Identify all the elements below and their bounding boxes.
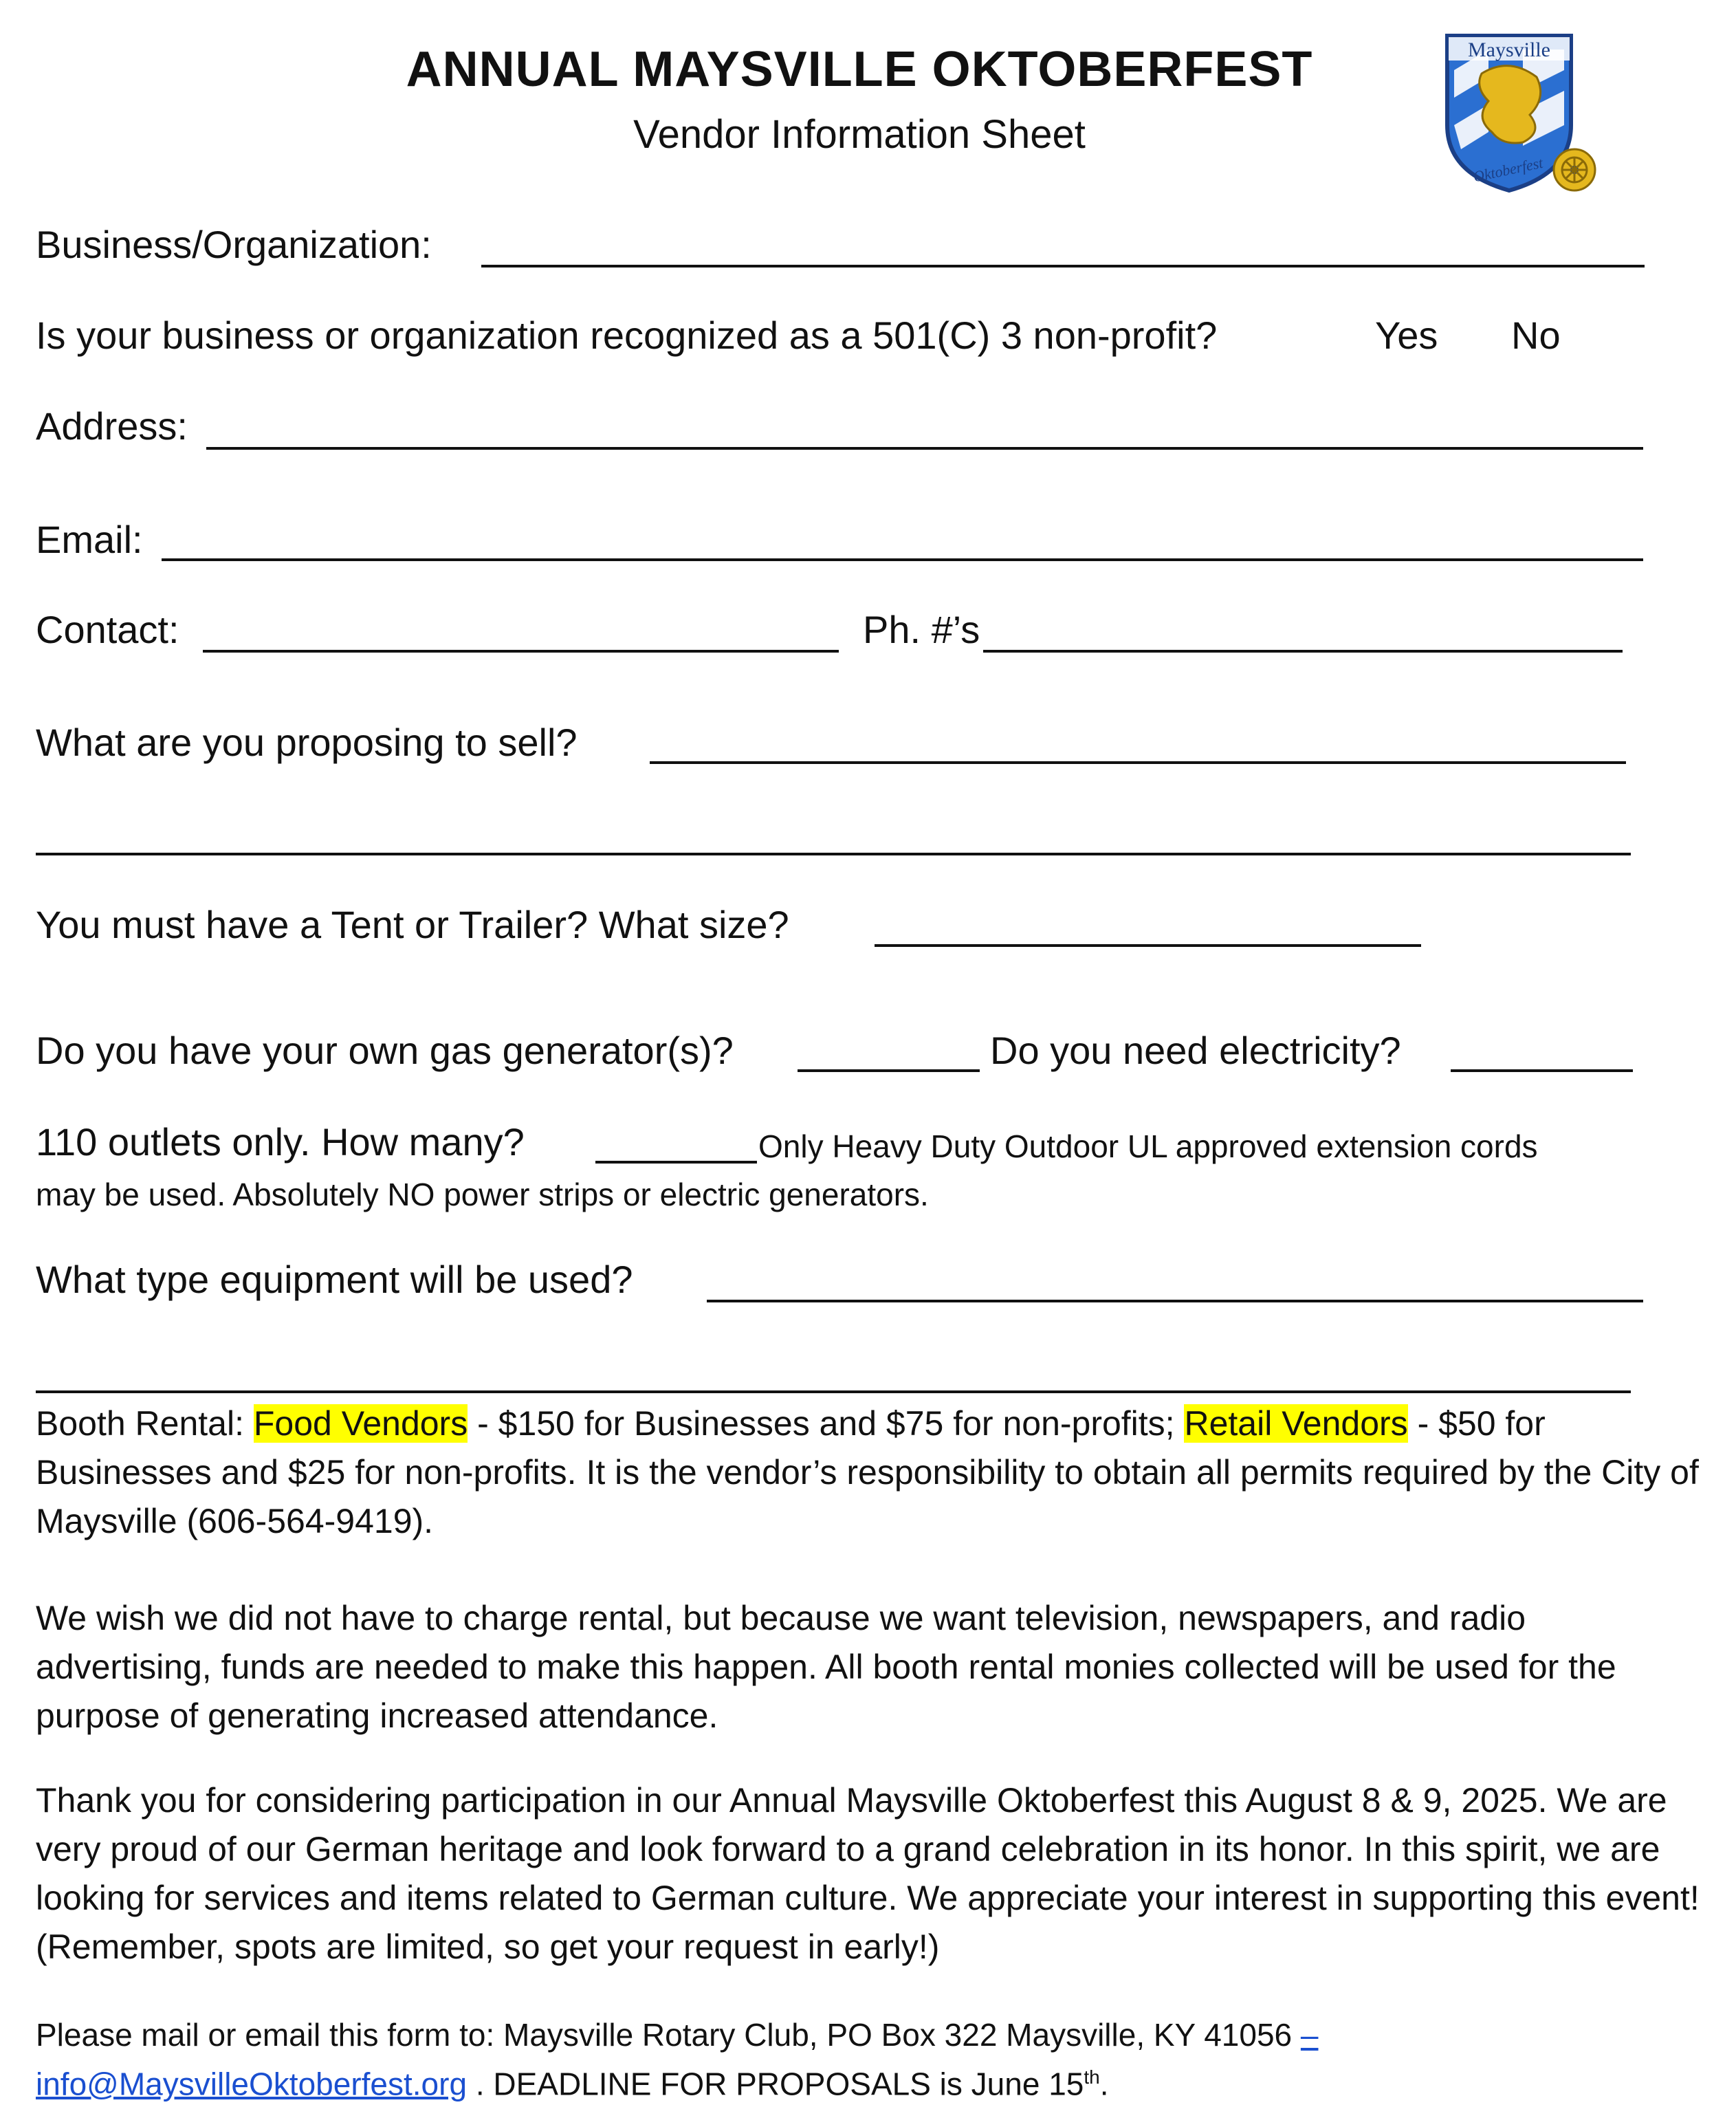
tent-size-line[interactable] xyxy=(875,944,1421,947)
sell-field-label: What are you proposing to sell? xyxy=(36,721,578,764)
outlets-field-line[interactable] xyxy=(595,1161,757,1164)
logo-top-text: Maysville xyxy=(1468,39,1550,61)
phone-field-line[interactable] xyxy=(983,650,1623,653)
page-subtitle: Vendor Information Sheet xyxy=(633,112,1086,157)
electricity-field-label: Do you need electricity? xyxy=(990,1029,1401,1072)
outlets-note-2: may be used. Absolutely NO power strips or electric generators. xyxy=(36,1177,929,1212)
mail-instructions xyxy=(36,2013,1700,2105)
sell-field-line-2[interactable] xyxy=(36,853,1631,855)
dash-link[interactable]: – xyxy=(1300,2017,1319,2053)
nonprofit-no-option[interactable]: No xyxy=(1511,314,1561,357)
maysville-oktoberfest-logo xyxy=(1433,22,1605,201)
retail-vendors-price: - $50 for Businesses and $25 for non-profits. It is the vendor’s responsibility to obtain all permits required by the City of Maysville (606-564-9419). xyxy=(36,1404,1699,1540)
rotary-wheel-icon xyxy=(1554,149,1595,190)
business-field-line[interactable] xyxy=(481,265,1645,268)
nonprofit-question: Is your business or organization recognized as a 501(C) 3 non-profit? xyxy=(36,314,1218,357)
food-vendors-highlight: Food Vendors xyxy=(253,1404,468,1443)
food-vendors-price: - $150 for Businesses and $75 for non-profits; xyxy=(468,1404,1185,1443)
retail-vendors-highlight: Retail Vendors xyxy=(1184,1404,1408,1443)
phone-field-label: Ph. #’s xyxy=(863,608,980,651)
booth-rental-paragraph xyxy=(36,1399,1700,1546)
email-link[interactable]: info@MaysvilleOktoberfest.org xyxy=(36,2066,468,2102)
contact-field-label: Contact: xyxy=(36,608,179,651)
generator-field-label: Do you have your own gas generator(s)? xyxy=(36,1029,734,1072)
equipment-field-line[interactable] xyxy=(707,1300,1643,1302)
logo-banner-text: Oktoberfest xyxy=(1471,153,1545,186)
rental-explanation-paragraph: We wish we did not have to charge rental, but because we want television, newspapers, and radio advertising, funds are needed to make this happen. All booth rental monies collected will be used for the purpose of generating increased attendance. xyxy=(36,1599,1616,1735)
sell-field-line[interactable] xyxy=(650,761,1626,764)
address-field-label: Address: xyxy=(36,404,188,448)
electricity-field-line[interactable] xyxy=(1451,1069,1633,1072)
address-field-line[interactable] xyxy=(206,447,1643,450)
thank-you-paragraph: Thank you for considering participation in our Annual Maysville Oktoberfest this August 8 & 9, 2025. We are very proud of our German heritage and look forward to a grand celebration in its honor. In this spirit, we are looking for services and items related to German culture. We appreciate your interest in supporting this event! (Remember, spots are limited, so get your request in early!) xyxy=(36,1781,1700,1966)
nonprofit-yes-option[interactable]: Yes xyxy=(1375,314,1438,357)
page-title: ANNUAL MAYSVILLE OKTOBERFEST xyxy=(406,42,1313,97)
equipment-field-label: What type equipment will be used? xyxy=(36,1258,633,1301)
outlets-note: Only Heavy Duty Outdoor UL approved extension cords xyxy=(758,1128,1538,1164)
generator-field-line[interactable] xyxy=(798,1069,980,1072)
outlets-field-label: 110 outlets only. How many? xyxy=(36,1120,525,1164)
mail-text: Please mail or email this form to: Maysville Rotary Club, PO Box 322 Maysville, KY 41056 xyxy=(36,2017,1301,2053)
equipment-field-line-2[interactable] xyxy=(36,1390,1631,1393)
contact-field-line[interactable] xyxy=(203,650,839,653)
deadline-text: . DEADLINE FOR PROPOSALS is June 15 xyxy=(467,2066,1084,2102)
business-field-label: Business/Organization: xyxy=(36,223,432,266)
booth-rental-prefix: Booth Rental: xyxy=(36,1404,254,1443)
tent-field-label: You must have a Tent or Trailer? What size? xyxy=(36,903,789,946)
deadline-superscript: th xyxy=(1084,2066,1100,2088)
email-field-label: Email: xyxy=(36,518,143,561)
deadline-end: . xyxy=(1099,2066,1109,2102)
email-field-line[interactable] xyxy=(162,558,1643,561)
